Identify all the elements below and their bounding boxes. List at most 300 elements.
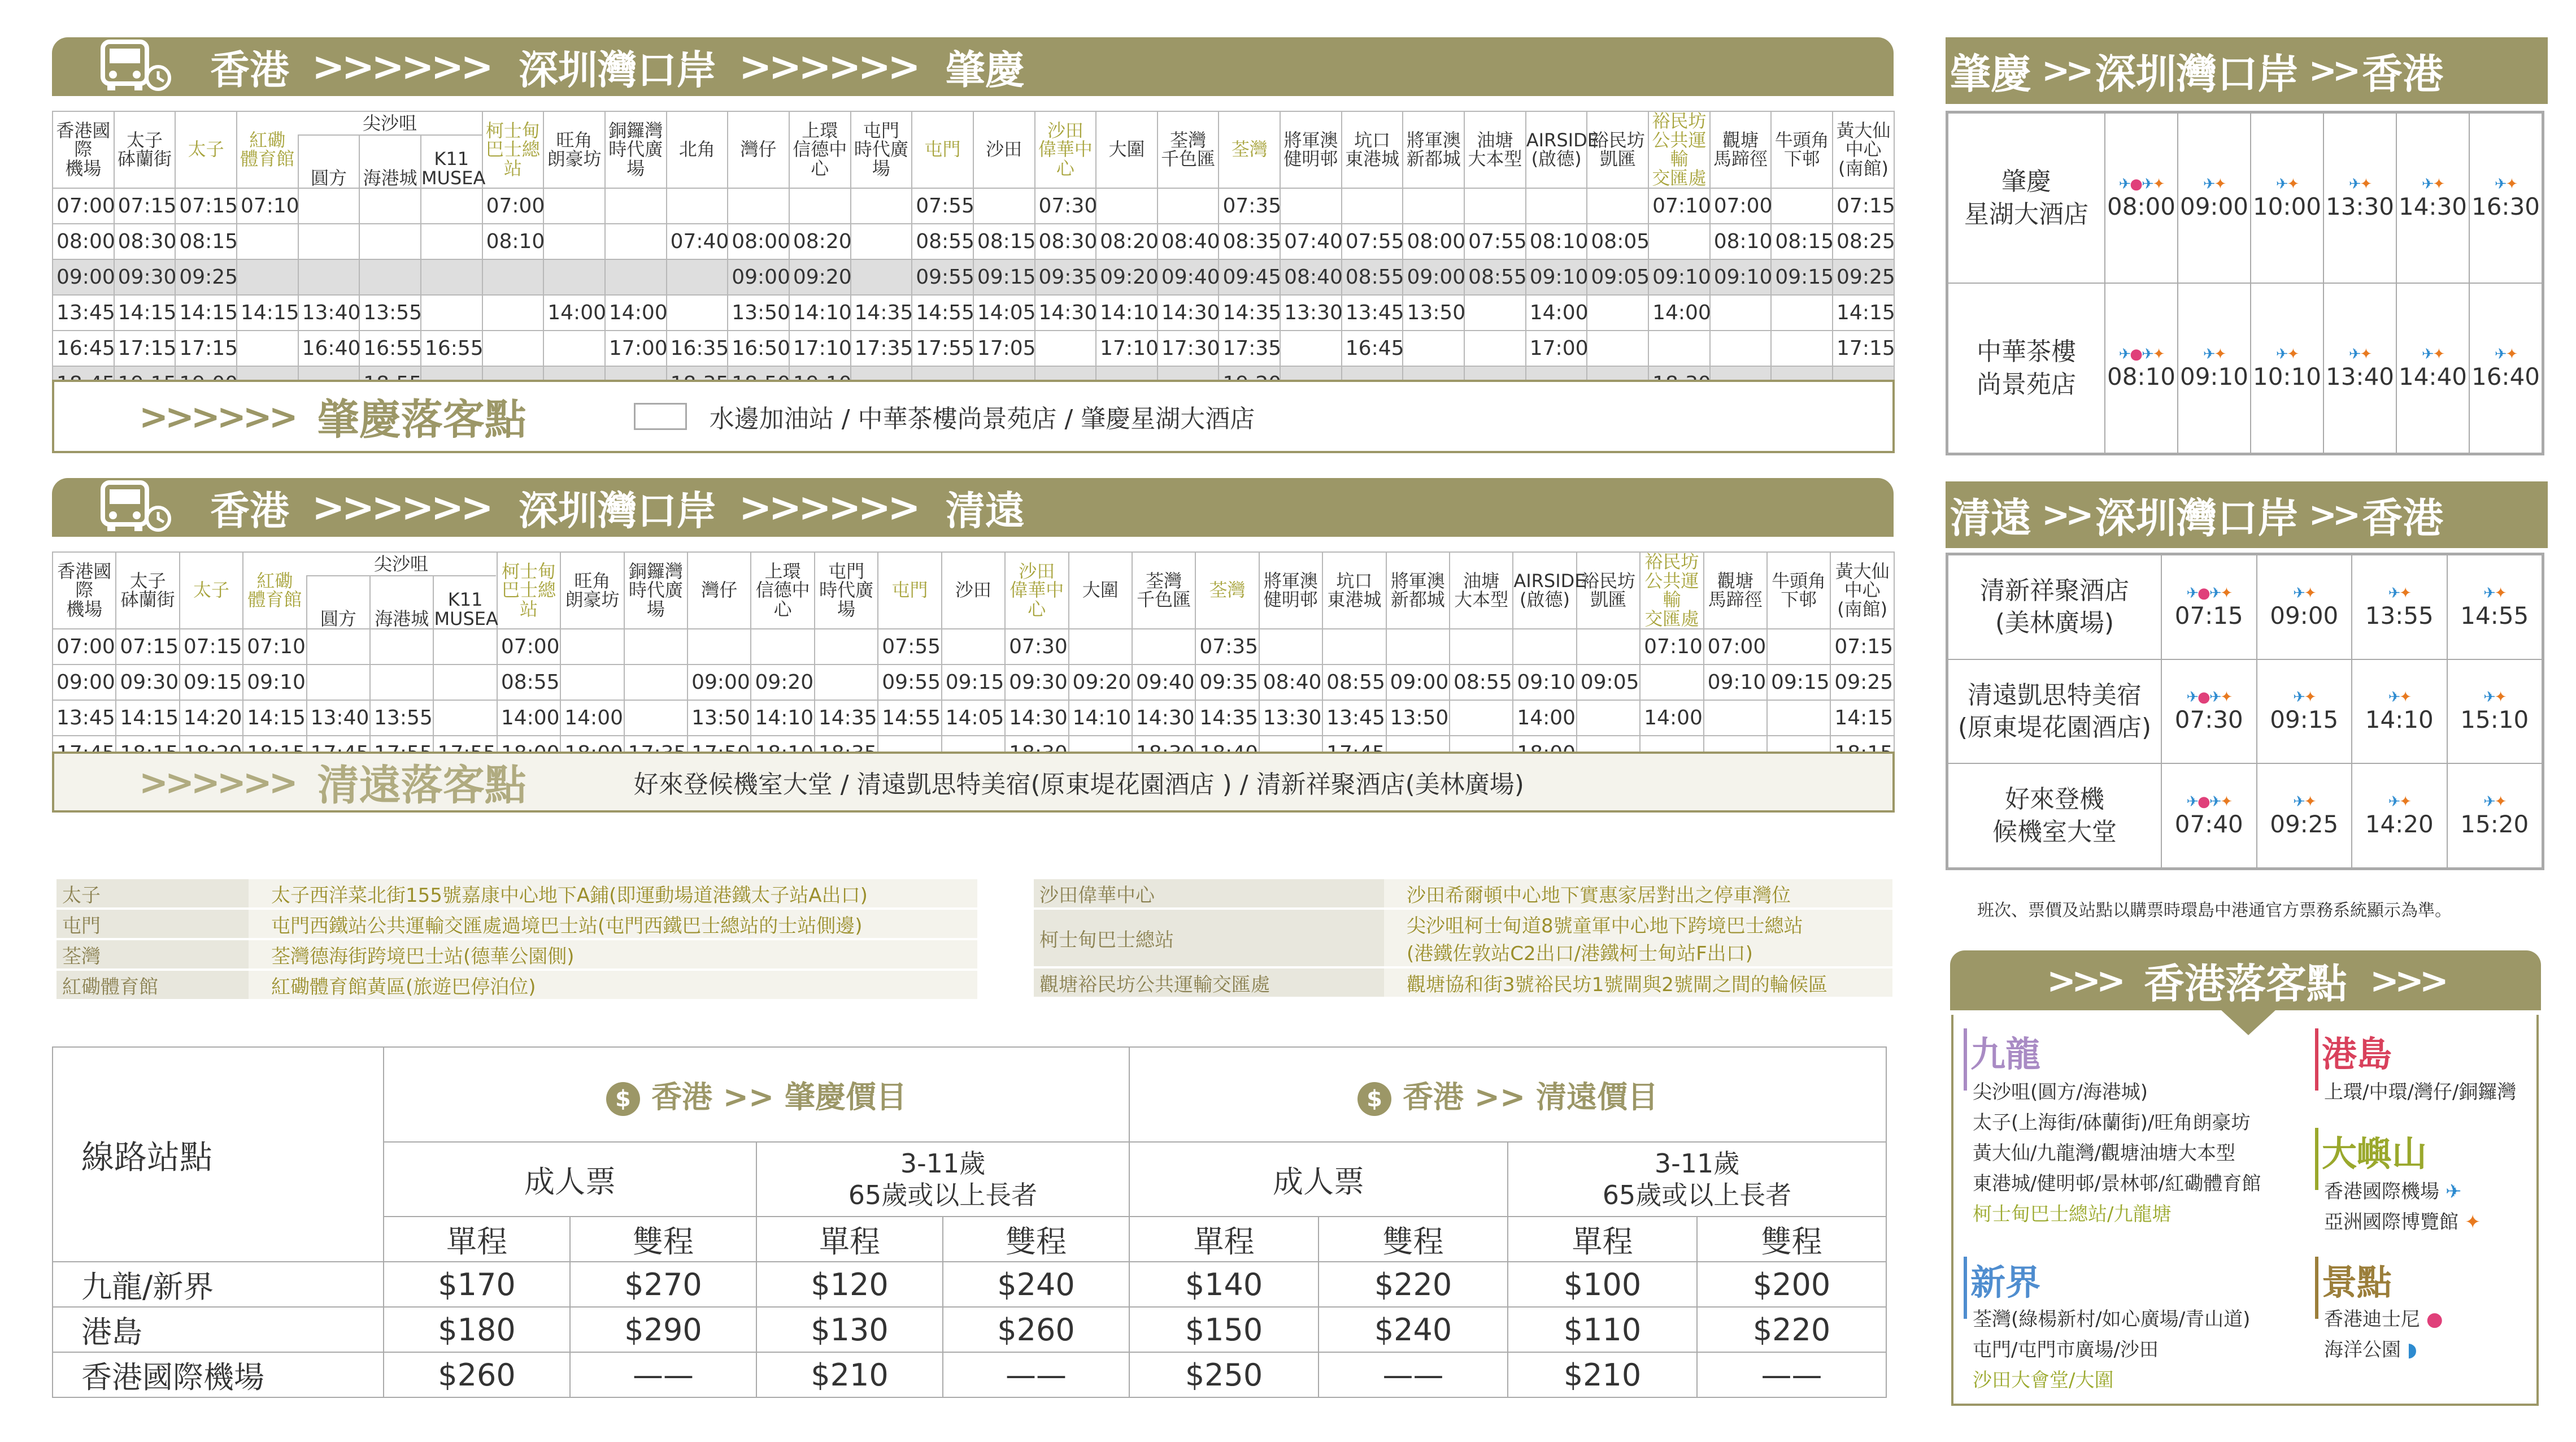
column-header-line: 香港國際: [57, 560, 112, 601]
plane-icon: ✈: [2141, 176, 2153, 193]
column-header: [624, 552, 687, 629]
time-cell: [482, 295, 544, 331]
legend-swatch: [634, 403, 687, 430]
stop-line-text: 香港迪士尼: [2324, 1308, 2420, 1331]
column-header-line: 柯士甸: [485, 119, 540, 141]
column-header-line: 公共運輸: [1644, 570, 1699, 611]
time-cell: [237, 331, 298, 366]
stop-line: 黃大仙/九龍灣/觀塘油塘大本型: [1973, 1142, 2235, 1165]
fare-price: $260: [943, 1307, 1129, 1352]
time-cell: 13:40: [298, 295, 360, 331]
time-cell: 07:15: [1833, 188, 1894, 224]
column-header-line: 時代廣場: [819, 579, 874, 620]
time-cell: [560, 664, 624, 700]
column-header: [1833, 111, 1894, 188]
stop-line: 荃灣(綠楊新村/如心廣場/青山道): [1973, 1308, 2251, 1331]
star-icon: ✦: [2360, 346, 2372, 363]
time-cell: [298, 224, 360, 259]
return-label: 雙程: [570, 1217, 756, 1262]
column-header: [1005, 552, 1068, 629]
time-cell: 14:05: [973, 295, 1035, 331]
legend-value: [1384, 909, 1892, 967]
column-header: [1280, 111, 1342, 188]
legend-row: [1034, 909, 1892, 967]
time-cell: 07:10: [1640, 629, 1703, 664]
time-cell: [1096, 188, 1158, 224]
stop-name: [1948, 659, 2161, 764]
time-cell: 14:00: [1513, 700, 1576, 736]
legend-key: 紅磡體育館: [56, 970, 249, 1000]
table-row: [53, 700, 1894, 736]
time-cell: [298, 188, 360, 224]
departure-time: 14:20: [2365, 810, 2434, 839]
time-cell: 17:35: [851, 331, 912, 366]
column-header: [605, 111, 667, 188]
column-header-line: 偉華中心: [1038, 138, 1093, 179]
money-pig-icon: $: [1357, 1082, 1391, 1116]
header-arrows: >>: [2042, 51, 2090, 90]
time-cell: 08:10: [1526, 224, 1587, 259]
column-header-line: 油塘: [1477, 129, 1513, 151]
fare-price: ——: [570, 1352, 756, 1397]
column-header-line: 千色匯: [1161, 148, 1216, 170]
time-cell: 14:00: [543, 295, 605, 331]
time-cell: [307, 664, 370, 700]
time-cell: 17:00: [605, 331, 667, 366]
time-cell: 09:15: [1771, 259, 1833, 295]
time-cell: 08:55: [1342, 259, 1403, 295]
time-cell: 14:35: [1195, 700, 1259, 736]
column-header: [1132, 552, 1195, 629]
time-cell: [667, 188, 728, 224]
column-header-line: 海港城: [363, 167, 417, 189]
time-cell: 09:25: [1830, 664, 1894, 700]
fare-price: $180: [384, 1307, 570, 1352]
route-icons: [2178, 346, 2250, 363]
time-cell: 14:35: [815, 700, 878, 736]
stop-legend-right: [1034, 879, 1892, 999]
time-cell: [2469, 283, 2542, 453]
route-icons: [2352, 793, 2447, 810]
column-header-line: 體育館: [247, 589, 302, 611]
column-header-line: 將軍澳: [1263, 570, 1318, 592]
time-cell: [543, 259, 605, 295]
plane-icon: ✈: [2186, 584, 2198, 602]
time-cell: 08:00: [1403, 224, 1464, 259]
fare-route-name: 九龍/新界: [53, 1262, 384, 1307]
time-cell: [1771, 188, 1833, 224]
header-arrows: >>>>>>: [312, 44, 490, 90]
time-cell: 14:15: [175, 295, 237, 331]
plane-icon: ✈: [2388, 584, 2400, 602]
route-icons: [2105, 176, 2177, 193]
mickey-icon: ●: [2426, 1308, 2443, 1331]
fare-route-name: 港島: [53, 1307, 384, 1352]
route-icons: [2257, 689, 2352, 706]
time-cell: 09:40: [1132, 664, 1195, 700]
time-cell: [370, 664, 433, 700]
time-cell: [1587, 331, 1648, 366]
time-cell: 16:40: [298, 331, 360, 366]
route-label: 線路站點: [53, 1047, 384, 1262]
column-header-line: 太子: [188, 138, 224, 160]
time-cell: 09:35: [1035, 259, 1096, 295]
time-cell: 08:25: [1833, 224, 1894, 259]
column-header-line: AIRSIDE: [1526, 129, 1599, 151]
column-header: [973, 111, 1035, 188]
column-header-line: 大本型: [1454, 589, 1509, 611]
stop-line: 尖沙咀(圓方/海港城): [1973, 1081, 2148, 1104]
column-header-line: 時代廣場: [628, 579, 683, 620]
stop-line: [2324, 1176, 2481, 1207]
header-arrows: >>>>>>: [738, 484, 917, 531]
column-header-line: 健明邨: [1263, 589, 1318, 611]
table-row: [53, 224, 1894, 259]
table-row: [1948, 113, 2542, 283]
time-cell: [2161, 555, 2257, 659]
time-cell: [605, 224, 667, 259]
time-cell: [2161, 659, 2257, 764]
time-cell: [2352, 659, 2447, 764]
legend-key: 屯門: [56, 909, 249, 939]
plane-icon: ✈: [2118, 176, 2130, 193]
time-cell: 09:10: [1513, 664, 1576, 700]
time-cell: 09:15: [942, 664, 1005, 700]
fare-price: $250: [1129, 1352, 1319, 1397]
stop-name: [1948, 113, 2105, 283]
qy-hk-table: [1947, 554, 2543, 868]
column-header-line: 東港城: [1345, 148, 1400, 170]
route-icons: [2448, 689, 2542, 706]
time-cell: 09:15: [973, 259, 1035, 295]
departure-time: 16:30: [2471, 193, 2540, 220]
column-header-line: 機場: [66, 598, 103, 620]
column-header-line: 信德中心: [755, 579, 810, 620]
time-cell: 14:00: [1526, 295, 1587, 331]
time-cell: [1577, 700, 1640, 736]
area-island: 港島: [2322, 1033, 2392, 1075]
stop-line-text: 海洋公園: [2324, 1339, 2401, 1361]
fare-price: $150: [1129, 1307, 1319, 1352]
departure-time: 13:30: [2325, 193, 2395, 220]
plane-icon: ✈: [2141, 346, 2153, 363]
column-header-line: 坑口: [1354, 129, 1391, 151]
route-icons: [2251, 176, 2323, 193]
time-cell: [1464, 331, 1526, 366]
stop-name-line: 肇慶: [2001, 167, 2051, 197]
time-cell: 09:10: [243, 664, 306, 700]
time-cell: [2251, 113, 2323, 283]
fare-price: $170: [384, 1262, 570, 1307]
time-cell: [433, 664, 497, 700]
departure-time: 14:55: [2460, 601, 2529, 629]
column-header: [1219, 111, 1280, 188]
column-header-line: 圓方: [320, 607, 356, 629]
column-header-line: 凱匯: [1590, 589, 1626, 611]
column-header: [851, 111, 912, 188]
star-icon: ✦: [2152, 176, 2164, 193]
column-header-line: 交匯處: [1652, 167, 1707, 189]
column-header-line: MUSEA: [421, 167, 486, 189]
time-cell: [482, 259, 544, 295]
time-cell: [543, 188, 605, 224]
time-cell: [687, 629, 751, 664]
time-cell: 14:15: [1833, 295, 1894, 331]
time-cell: [1648, 224, 1710, 259]
time-cell: [1069, 629, 1132, 664]
zq-fare-title-text: 香港 >> 肇慶價目: [651, 1079, 907, 1115]
plane-icon: ✈: [2348, 346, 2360, 363]
column-header-line: (南館): [1838, 157, 1889, 179]
table-row: [53, 629, 1894, 664]
time-cell: 14:00: [560, 700, 624, 736]
time-cell: 13:50: [1403, 295, 1464, 331]
stop-line-text: 香港國際機場: [2324, 1180, 2439, 1203]
star-icon: ✦: [2152, 346, 2164, 363]
route-icons: [2324, 176, 2396, 193]
time-cell: 14:05: [942, 700, 1005, 736]
column-header: [543, 111, 605, 188]
time-cell: 09:40: [1158, 259, 1219, 295]
senior-age: 65歲或以上長者: [1602, 1180, 1792, 1210]
time-cell: 14:55: [912, 295, 973, 331]
table-row: [1948, 283, 2542, 453]
column-header-line: 巴士總站: [485, 138, 540, 179]
time-cell: 09:00: [728, 259, 789, 295]
route-icons: [2257, 793, 2352, 810]
column-header-line: 時代廣場: [608, 138, 663, 179]
star-icon: ✦: [2433, 176, 2444, 193]
column-header: [1771, 111, 1833, 188]
time-cell: [421, 188, 482, 224]
time-cell: [2352, 763, 2447, 868]
column-header-line: 沙田: [955, 579, 991, 601]
stop-name-line: 清新祥聚酒店: [1980, 576, 2129, 606]
time-cell: 14:30: [1035, 295, 1096, 331]
disclaimer-note: 班次、票價及站點以購票時環島中港通官方票務系統顯示為準。: [1977, 901, 2452, 920]
fare-price: $220: [1697, 1307, 1886, 1352]
time-cell: 08:55: [1450, 664, 1513, 700]
time-cell: [1342, 188, 1403, 224]
stop-name-line: 尚景苑店: [1977, 370, 2076, 399]
column-header-line: 裕民坊: [1644, 551, 1699, 572]
time-cell: 08:10: [482, 224, 544, 259]
zq-drop-off-box: [52, 380, 1895, 453]
return-label: 雙程: [1319, 1217, 1508, 1262]
money-pig-icon: $: [606, 1082, 640, 1116]
time-cell: 17:15: [114, 331, 176, 366]
fare-price: $100: [1508, 1262, 1697, 1307]
column-header: [1342, 111, 1403, 188]
column-header-line: 裕民坊: [1590, 129, 1645, 151]
stop-name-line: (美林廣場): [1995, 609, 2114, 638]
time-cell: [307, 629, 370, 664]
column-header-line: 荃灣: [1146, 570, 1182, 592]
time-cell: 14:10: [789, 295, 851, 331]
zq-drop-text: 水邊加油站 / 中華茶樓尚景苑店 / 肇慶星湖大酒店: [709, 405, 1255, 433]
plane-icon: ✈: [2275, 176, 2287, 193]
zq-hk-header: [1946, 37, 2548, 104]
plane-icon: ✈: [2275, 346, 2287, 363]
column-header: [116, 552, 179, 629]
time-cell: [1577, 629, 1640, 664]
column-header-line: 東港城: [1327, 589, 1382, 611]
star-icon: ✦: [2220, 793, 2232, 811]
time-cell: [973, 188, 1035, 224]
attraction-stops: [2324, 1304, 2443, 1365]
column-header-line: 旺角: [556, 129, 593, 151]
time-cell: 13:30: [1259, 700, 1322, 736]
route-icons: [2162, 585, 2256, 602]
time-cell: 16:35: [667, 331, 728, 366]
mickey-icon: ●: [2198, 584, 2209, 602]
column-header-line: 圓方: [310, 167, 347, 189]
time-cell: [1280, 331, 1342, 366]
time-cell: 13:45: [53, 295, 114, 331]
legend-key: 沙田偉華中心: [1034, 879, 1384, 909]
column-header-line: 馬蹄徑: [1713, 148, 1768, 170]
stop-line: 上環/中環/灣仔/銅鑼灣: [2324, 1081, 2517, 1104]
column-header-line: 荃灣: [1231, 138, 1268, 160]
time-cell: 07:15: [1830, 629, 1894, 664]
column-header-line: 砵蘭街: [120, 589, 175, 611]
route-icons: [2397, 346, 2469, 363]
column-header: [1403, 111, 1464, 188]
time-cell: 07:55: [912, 188, 973, 224]
time-cell: 13:50: [1386, 700, 1450, 736]
column-header-line: 下邨: [1781, 589, 1817, 611]
table-row: [53, 259, 1894, 295]
legend-value-line: (港鐵佐敦站C2出口/港鐵柯士甸站F出口): [1407, 942, 1753, 965]
divider: [2315, 1028, 2318, 1091]
time-cell: 13:45: [1322, 700, 1386, 736]
plane-icon: ✈: [2203, 176, 2214, 193]
time-cell: [2257, 555, 2352, 659]
plane-icon: ✈: [2483, 689, 2495, 706]
time-cell: 14:35: [1219, 295, 1280, 331]
column-header: [942, 552, 1005, 629]
time-cell: [2105, 113, 2178, 283]
time-cell: 08:20: [1096, 224, 1158, 259]
time-cell: [359, 259, 421, 295]
time-cell: 14:15: [237, 295, 298, 331]
column-header: [53, 552, 116, 629]
column-header-line: 銅鑼灣: [608, 119, 663, 141]
column-header-line: 觀塘: [1722, 129, 1759, 151]
fare-price: ——: [1697, 1352, 1886, 1397]
route-icons: [2448, 793, 2542, 810]
divider: [2315, 1128, 2318, 1190]
time-cell: 09:00: [1386, 664, 1450, 700]
fare-price: $210: [1508, 1352, 1697, 1397]
route-icons: [2470, 346, 2542, 363]
zq-drop-title: 肇慶落客點: [317, 396, 526, 444]
time-cell: [370, 629, 433, 664]
zq-hk-table: [1947, 112, 2543, 454]
departure-time: 07:15: [2174, 601, 2243, 629]
departure-time: 09:00: [2179, 193, 2249, 220]
divider: [1964, 1028, 1967, 1091]
zq-header: [52, 37, 1894, 96]
time-cell: 08:40: [1259, 664, 1322, 700]
departure-time: 10:00: [2252, 193, 2322, 220]
time-cell: 17:15: [1833, 331, 1894, 366]
column-header-line: 灣仔: [701, 579, 738, 601]
route-icons: [2352, 689, 2447, 706]
time-cell: [1513, 629, 1576, 664]
column-header-line: 公共運輸: [1652, 129, 1707, 170]
time-cell: [2447, 763, 2543, 868]
column-header: [1096, 111, 1158, 188]
table-row: [53, 664, 1894, 700]
column-header: [878, 552, 941, 629]
route-icons: [2257, 585, 2352, 602]
legend-key: 荃灣: [56, 939, 249, 970]
column-header: [1322, 552, 1386, 629]
time-cell: 14:00: [1640, 700, 1703, 736]
route-icons: [2105, 346, 2177, 363]
qy-hk-timetable: [1946, 553, 2544, 870]
time-cell: [2323, 283, 2396, 453]
star-icon: ✦: [2494, 793, 2506, 811]
time-cell: [2105, 283, 2178, 453]
column-header-line: 馬蹄徑: [1708, 589, 1763, 611]
time-cell: 14:20: [180, 700, 243, 736]
kowloon-stops: [1973, 1077, 2261, 1230]
column-header-line: (南館): [1837, 598, 1888, 620]
column-header-line: 將軍澳: [1406, 129, 1461, 151]
departure-time: 15:10: [2460, 706, 2529, 734]
column-header-line: 海港城: [375, 607, 429, 629]
time-cell: 09:45: [1219, 259, 1280, 295]
column-header-line: 太子: [193, 579, 230, 601]
column-header-line: 屯門: [924, 138, 961, 160]
column-header-line: 巴士總站: [502, 579, 556, 620]
column-header-line: (啟德): [1520, 589, 1570, 611]
time-cell: [851, 188, 912, 224]
time-cell: 07:35: [1219, 188, 1280, 224]
time-cell: [1771, 295, 1833, 331]
column-header: [560, 552, 624, 629]
drop-arrows: >>>>>>: [139, 396, 295, 437]
legend-row: [56, 939, 977, 970]
time-cell: [359, 188, 421, 224]
time-cell: 09:00: [687, 664, 751, 700]
time-cell: 08:55: [1464, 259, 1526, 295]
fare-price: $220: [1319, 1262, 1508, 1307]
time-cell: [851, 224, 912, 259]
time-cell: 07:15: [175, 188, 237, 224]
time-cell: 07:15: [180, 629, 243, 664]
column-header-line: 砵蘭街: [117, 148, 172, 170]
departure-time: 09:10: [2179, 363, 2249, 390]
adult-label: 成人票: [384, 1142, 756, 1217]
route-icons: [2178, 176, 2250, 193]
time-cell: [1450, 629, 1513, 664]
plane-icon: ✈: [2445, 1180, 2462, 1203]
time-cell: 07:00: [482, 188, 544, 224]
departure-time: 14:40: [2398, 363, 2468, 390]
stop-name-line: 星湖大酒店: [1964, 199, 2088, 229]
star-icon: ✦: [2304, 584, 2316, 602]
table-row: [53, 331, 1894, 366]
departure-time: 09:00: [2270, 601, 2339, 629]
header-destination: 香港: [2362, 494, 2444, 542]
header-origin: 肇慶: [1950, 50, 2032, 98]
column-header-line: 坑口: [1336, 570, 1373, 592]
route-icons: [2324, 346, 2396, 363]
column-header: [53, 111, 114, 188]
